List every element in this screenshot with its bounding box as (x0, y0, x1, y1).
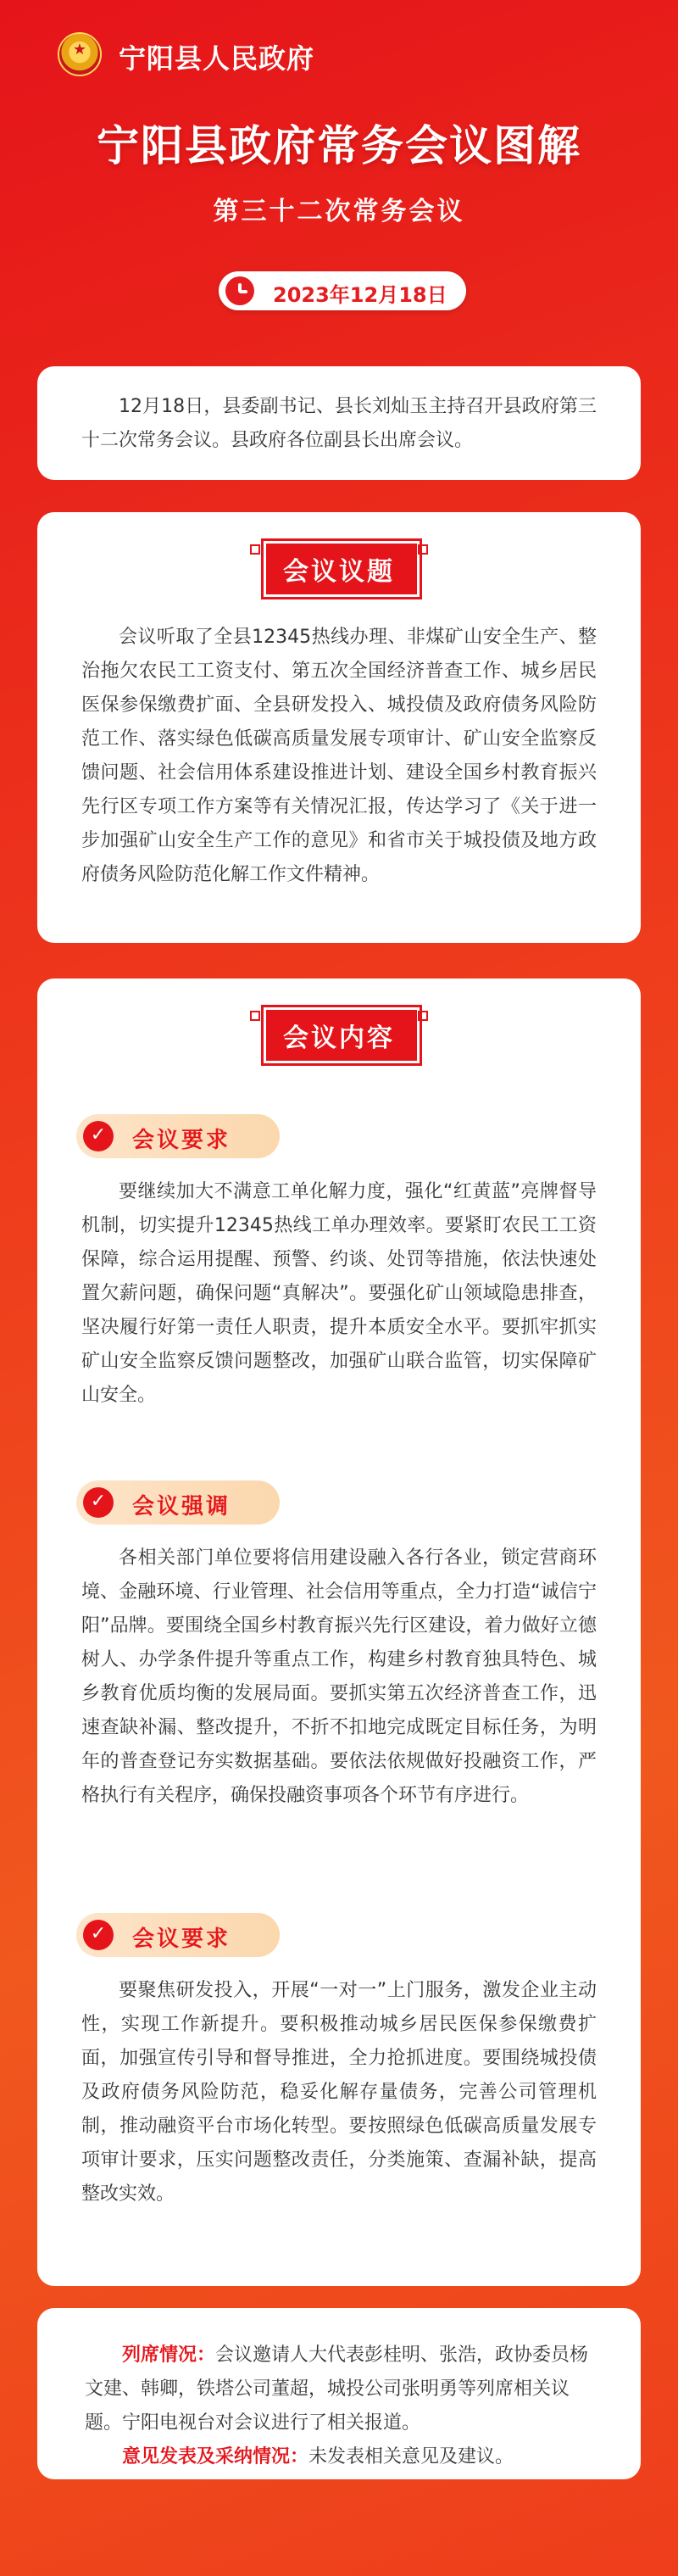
section-title: 会议议题 (283, 557, 395, 587)
page-subtitle: 第三十二次常务会议 (213, 197, 465, 226)
meeting-date: 2023年12月18日 (273, 283, 447, 307)
opinion-text: 未发表相关意见及建议。 (308, 2446, 514, 2467)
check-icon (83, 1121, 114, 1151)
header (0, 0, 678, 399)
topics-text: 会议听取了全县12345热线办理、非煤矿山安全生产、整治拖欠农民工工资支付、第五次全国经济普查工作、城乡居民医保参保缴费扩面、全县研发投入、城投债及政府债务风险防范工作、落实绿色低碳高质量发展专项审计、矿山安全监察反馈问题、社会信用体系建设推进计划、建设全国乡村教育振兴先行区专项工作方案等有关情况汇报，传达学习了《关于进一步加强矿山安全生产工作的意见》和省市关于城投债及地方政府债务风险防范化解工作文件精神。 (81, 627, 597, 885)
corner-square-icon (418, 544, 428, 555)
subsection-label: ✓ 会议强调 (76, 1480, 280, 1525)
corner-square-icon (418, 1011, 428, 1021)
attendance-info (85, 2339, 593, 2440)
attendance-label: 列席情况： (122, 2345, 216, 2366)
date-badge (219, 271, 466, 310)
corner-square-icon (250, 1011, 260, 1021)
corner-square-icon (250, 544, 260, 555)
topics-card (37, 512, 641, 943)
section-title: 会议内容 (283, 1023, 395, 1053)
national-emblem-icon (58, 32, 102, 76)
page-title: 宁阳县政府常务会议图解 (97, 121, 581, 170)
clock-icon (225, 276, 254, 305)
attendance-text: 会议邀请人大代表彭桂明、张浩，政协委员杨文建、韩卿，铁塔公司董超，城投公司张明勇等列席相关议题。宁阳电视台对会议进行了相关报道。 (85, 2345, 589, 2434)
check-icon (83, 1487, 114, 1518)
subsection-label: ✓ 会议要求 (76, 1913, 280, 1957)
intro-card (37, 366, 641, 480)
subsection-text: 各相关部门单位要将信用建设融入各行各业，锁定营商环境、金融环境、行业管理、社会信用等重点，全力打造“诚信宁阳”品牌。要围绕全国乡村教育振兴先行区建设，着力做好立德树人、办学条件提升等重点工作，构建乡村教育独具特色、城乡教育优质均衡的发展局面。要抓实第五次经济普查工作，迅速查缺补漏、整改提升，不折不扣地完成既定目标任务，为明年的普查登记夯实数据基础。要依法依规做好投融资工作，严格执行有关程序，确保投融资事项各个环节有序进行。 (81, 1547, 597, 1806)
subsection-label: ✓ 会议要求 (76, 1114, 280, 1158)
check-icon (83, 1920, 114, 1950)
opinion-label: 意见发表及采纳情况： (122, 2446, 309, 2467)
subsection-text: 要继续加大不满意工单化解力度，强化“红黄蓝”亮牌督导机制，切实提升12345热线工单办理效率。要紧盯农民工工资保障，综合运用提醒、预警、约谈、处罚等措施，依法快速处置欠薪问题，确保问题“真解决”。要强化矿山领域隐患排查，坚决履行好第一责任人职责，提升本质安全水平。要抓牢抓实矿山安全监察反馈问题整改，加强矿山联合监管，切实保障矿山安全。 (81, 1181, 597, 1406)
subsection-text: 要聚焦研发投入，开展“一对一”上门服务，激发企业主动性，实现工作新提升。要积极推动城乡居民医保参保缴费扩面，加强宣传引导和督导推进，全力抢抓进度。要围绕城投债及政府债务风险防范，稳妥化解存量债务，完善公司管理机制，推动融资平台市场化转型。要按照绿色低碳高质量发展专项审计要求，压实问题整改责任，分类施策、查漏补缺，提高整改实效。 (81, 1980, 597, 2205)
intro-text: 12月18日，县委副书记、县长刘灿玉主持召开县政府第三十二次常务会议。县政府各位副县长出席会议。 (81, 396, 597, 451)
opinion-info (85, 2440, 593, 2474)
content-card (37, 979, 641, 2286)
section-header (250, 1002, 428, 1063)
org-name: 宁阳县人民政府 (119, 42, 315, 75)
footer-card (37, 2308, 641, 2479)
section-header (250, 536, 428, 597)
